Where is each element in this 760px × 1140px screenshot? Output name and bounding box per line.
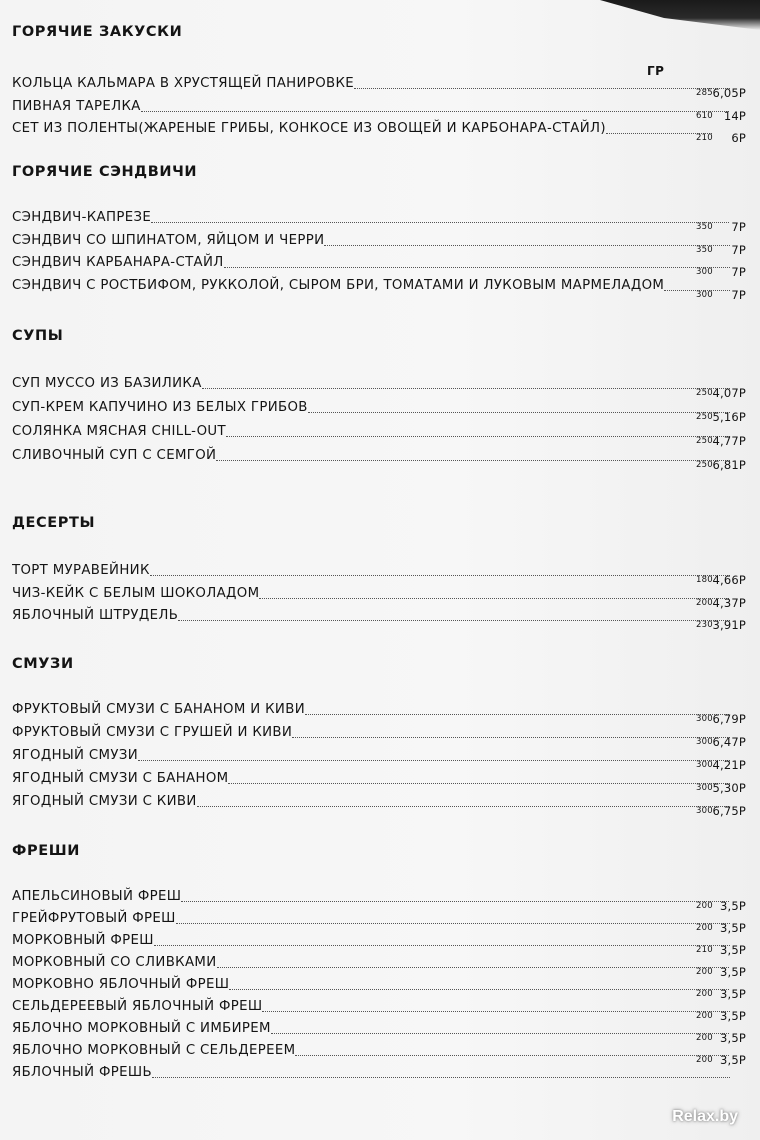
menu-item: [12, 97, 746, 123]
item-price: 6,47Р: [712, 735, 746, 749]
item-name: ЯБЛОЧНЫЙ ШТРУДЕЛЬ: [12, 608, 179, 623]
item-name: СЛИВОЧНЫЙ СУП С СЕМГОЙ: [12, 448, 217, 463]
item-name: ЯБЛОЧНО МОРКОВНЫЙ С СЕЛЬДЕРЕЕМ: [12, 1043, 296, 1058]
item-price: 3,5Р: [719, 921, 746, 935]
dot-leader: [12, 975, 730, 997]
item-name: ЯГОДНЫЙ СМУЗИ С КИВИ: [12, 794, 197, 809]
item-weight: 285: [696, 88, 713, 98]
item-weight: 350: [696, 244, 713, 255]
item-price: 7Р: [731, 287, 746, 302]
item-price: 3,91Р: [712, 618, 746, 632]
item-weight: 250: [696, 436, 713, 446]
item-price: 5,16Р: [712, 410, 746, 424]
item-name: СЭНДВИЧ С РОСТБИФОМ, РУККОЛОЙ, СЫРОМ БРИ, ТОМАТАМИ И ЛУКОВЫМ МАРМЕЛАДОМ: [12, 277, 665, 293]
menu-item: [12, 909, 746, 935]
item-name: СУП-КРЕМ КАПУЧИНО ИЗ БЕЛЫХ ГРИБОВ: [12, 400, 308, 415]
menu-item: [12, 446, 746, 472]
item-price: 4,21Р: [712, 758, 746, 772]
dot-leader: [12, 422, 730, 444]
item-name: ПИВНАЯ ТАРЕЛКА: [12, 98, 141, 114]
item-price: 7Р: [731, 220, 746, 234]
item-price: 4,66Р: [712, 573, 746, 587]
menu-item: [12, 231, 746, 257]
item-price: 4,77Р: [712, 434, 746, 448]
dot-leader: [12, 561, 730, 583]
dot-leader: [12, 276, 730, 298]
item-price: 7Р: [731, 265, 746, 279]
dot-leader: [12, 953, 730, 975]
dot-leader: [12, 97, 730, 119]
item-price: 3,5Р: [719, 899, 746, 913]
menu-item: [12, 700, 746, 726]
item-price: 3,5Р: [719, 1031, 746, 1045]
item-weight: 610: [696, 110, 713, 121]
item-weight: 200: [696, 597, 713, 608]
item-price: 6,75Р: [712, 804, 746, 818]
menu-item: [12, 792, 746, 818]
item-weight: 230: [696, 620, 713, 630]
item-name: СУП МУССО ИЗ БАЗИЛИКА: [12, 376, 202, 391]
dot-leader: [12, 398, 730, 420]
menu-item: [12, 1019, 746, 1045]
menu-item: [12, 398, 746, 424]
item-weight: 200: [696, 967, 713, 977]
item-name: КОЛЬЦА КАЛЬМАРА В ХРУСТЯЩЕЙ ПАНИРОВКЕ: [12, 76, 355, 91]
item-name: ЧИЗ-КЕЙК С БЕЛЫМ ШОКОЛАДОМ: [12, 585, 260, 601]
dot-leader: [12, 208, 730, 230]
item-weight: 200: [696, 1011, 713, 1021]
item-name: АПЕЛЬСИНОВЫЙ ФРЕШ: [12, 889, 182, 904]
item-name: ЯБЛОЧНЫЙ ФРЕШЬ: [12, 1065, 152, 1080]
item-weight: 250: [696, 412, 713, 422]
menu-item: [12, 208, 746, 234]
section-title: ГОРЯЧИЕ ЗАКУСКИ: [12, 24, 183, 40]
item-weight: 210: [696, 945, 713, 955]
menu-item: [12, 561, 746, 587]
item-name: СОЛЯНКА МЯСНАЯ CHILL-OUT: [12, 424, 226, 439]
item-name: СЭНДВИЧ СО ШПИНАТОМ, ЯЙЦОМ И ЧЕРРИ: [12, 232, 325, 248]
section-title: СУПЫ: [12, 328, 64, 344]
item-weight: 180: [696, 575, 713, 585]
menu-item: [12, 606, 746, 632]
menu-item: [12, 887, 746, 913]
menu-item: [12, 953, 746, 979]
menu-item: [12, 997, 746, 1023]
menu-item: [12, 74, 746, 100]
section-title: ДЕСЕРТЫ: [12, 515, 96, 531]
section-title: СМУЗИ: [12, 656, 74, 672]
item-weight: 300: [696, 267, 713, 277]
item-name: СЭНДВИЧ-КАПРЕЗЕ: [12, 210, 152, 225]
section-title: ГОРЯЧИЕ СЭНДВИЧИ: [12, 164, 198, 180]
item-weight: 210: [696, 133, 713, 143]
section-title: ФРЕШИ: [12, 843, 80, 859]
item-name: СЕТ ИЗ ПОЛЕНТЫ(ЖАРЕНЫЕ ГРИБЫ, КОНКОСЕ ИЗ ОВОЩЕЙ И КАРБОНАРА-СТАЙЛ): [12, 121, 606, 136]
item-price: 5,30Р: [712, 781, 746, 795]
dot-leader: [12, 1041, 730, 1063]
menu-item: [12, 1063, 746, 1085]
item-name: ФРУКТОВЫЙ СМУЗИ С ГРУШЕЙ И КИВИ: [12, 725, 293, 740]
item-weight: 250: [696, 388, 713, 398]
menu-item: [12, 584, 746, 610]
menu-item: [12, 374, 746, 400]
menu-item: [12, 253, 746, 279]
item-price: 3,5Р: [719, 1053, 746, 1067]
item-weight: 200: [696, 1055, 713, 1065]
dot-leader: [12, 997, 730, 1019]
dot-leader: [12, 792, 730, 814]
dot-leader: [12, 931, 730, 953]
item-name: ЯГОДНЫЙ СМУЗИ С БАНАНОМ: [12, 771, 229, 786]
watermark-logo: Relax.by: [672, 1108, 738, 1125]
dot-leader: [12, 909, 730, 931]
menu-item: [12, 422, 746, 448]
menu-item: [12, 1041, 746, 1067]
item-name: СЭНДВИЧ КАРБАНАРА-СТАЙЛ: [12, 255, 224, 270]
menu-item: [12, 723, 746, 749]
dot-leader: [12, 606, 730, 628]
item-price: 4,07Р: [712, 386, 746, 400]
item-price: 6,79Р: [712, 712, 746, 726]
dot-leader: [12, 769, 730, 791]
item-price: 3,5Р: [719, 1009, 746, 1023]
item-weight: 300: [696, 289, 713, 300]
dot-leader: [12, 119, 712, 141]
item-price: 14Р: [723, 108, 746, 123]
dot-leader: [12, 887, 730, 909]
item-name: ЯГОДНЫЙ СМУЗИ: [12, 748, 138, 763]
dot-leader: [12, 1019, 730, 1041]
item-weight: 200: [696, 923, 713, 933]
item-weight: 200: [696, 1033, 713, 1043]
item-price: 7Р: [731, 242, 746, 257]
item-name: МОРКОВНЫЙ СО СЛИВКАМИ: [12, 955, 217, 970]
item-name: МОРКОВНЫЙ ФРЕШ: [12, 933, 154, 948]
dot-leader: [12, 446, 730, 468]
item-price: 3,5Р: [719, 943, 746, 957]
menu-item: [12, 276, 746, 302]
menu-item: [12, 119, 746, 145]
dot-leader: [12, 253, 730, 275]
item-name: СЕЛЬДЕРЕЕВЫЙ ЯБЛОЧНЫЙ ФРЕШ: [12, 999, 263, 1014]
item-weight: 300: [696, 714, 713, 724]
item-name: ТОРТ МУРАВЕЙНИК: [12, 563, 150, 578]
item-weight: 200: [696, 989, 713, 999]
dot-leader: [12, 723, 730, 745]
dot-leader: [12, 746, 730, 768]
item-weight: 350: [696, 222, 713, 232]
item-price: 4,37Р: [712, 595, 746, 610]
item-price: 6,81Р: [712, 458, 746, 472]
item-name: ФРУКТОВЫЙ СМУЗИ С БАНАНОМ И КИВИ: [12, 702, 305, 717]
menu-item: [12, 931, 746, 957]
menu-item: [12, 746, 746, 772]
item-weight: 300: [696, 783, 713, 793]
unit-header: ГР: [647, 64, 665, 78]
item-price: 3,5Р: [719, 965, 746, 979]
item-weight: 200: [696, 901, 713, 911]
item-name: ГРЕЙФРУТОВЫЙ ФРЕШ: [12, 911, 176, 926]
menu-item: [12, 975, 746, 1001]
item-name: ЯБЛОЧНО МОРКОВНЫЙ С ИМБИРЕМ: [12, 1021, 271, 1036]
photo-edge-shadow: [600, 0, 760, 30]
item-price: 3,5Р: [719, 987, 746, 1001]
dot-leader: [12, 1063, 730, 1085]
menu-item: [12, 769, 746, 795]
dot-leader: [12, 584, 730, 606]
dot-leader: [12, 74, 730, 96]
item-weight: 250: [696, 460, 713, 470]
dot-leader: [12, 700, 730, 722]
item-weight: 300: [696, 760, 713, 770]
dot-leader: [12, 231, 730, 253]
item-price: 6Р: [731, 131, 746, 145]
dot-leader: [12, 374, 730, 396]
item-name: МОРКОВНО ЯБЛОЧНЫЙ ФРЕШ: [12, 977, 230, 992]
item-price: 6,05Р: [712, 86, 746, 100]
item-weight: 300: [696, 737, 713, 747]
item-weight: 300: [696, 806, 713, 816]
